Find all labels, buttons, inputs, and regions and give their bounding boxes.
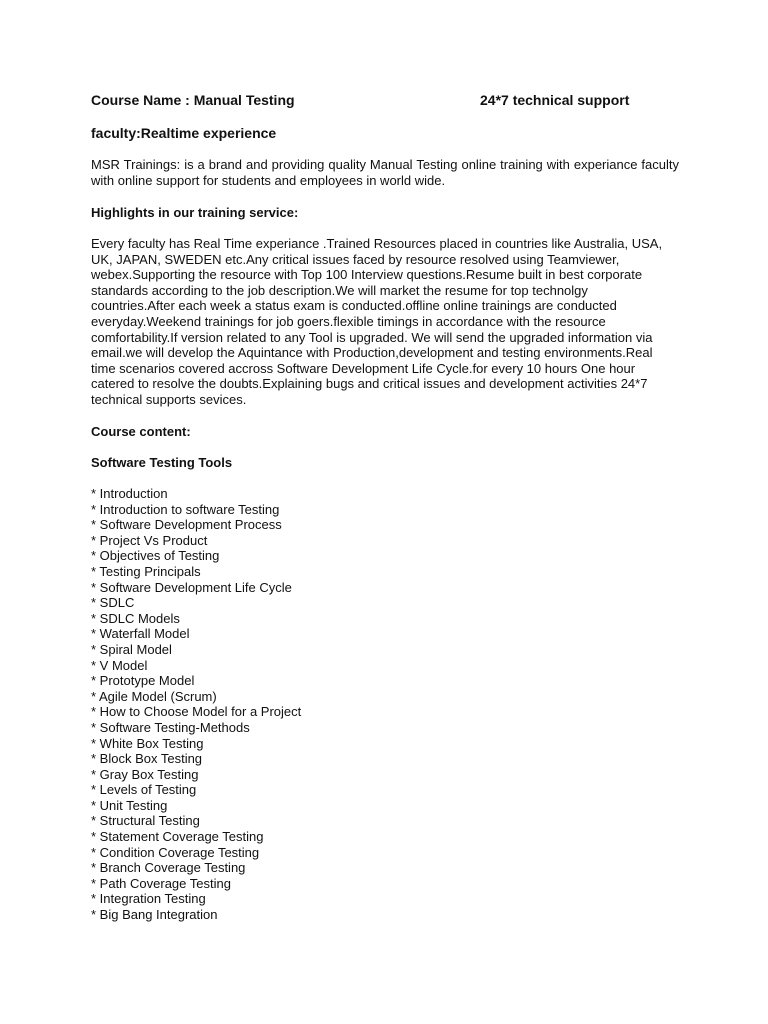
highlights-line: everyday.Weekend trainings for job goers.flexible timings in accordance with the resource <box>91 313 606 329</box>
software-testing-tools-heading: Software Testing Tools <box>91 455 233 470</box>
highlights-heading: Highlights in our training service: <box>91 205 299 220</box>
list-item: * SDLC Models <box>91 610 180 626</box>
highlights-line: Every faculty has Real Time experiance .Trained Resources placed in countries like Australia, USA, <box>91 236 663 251</box>
list-item: * Path Coverage Testing <box>91 875 231 891</box>
list-item: * Statement Coverage Testing <box>91 829 264 845</box>
highlights-line: standards according to the job description.We will market the resume for top technolgy <box>91 282 588 298</box>
list-item: * Big Bang Integration <box>91 907 218 923</box>
list-item: * White Box Testing <box>91 735 204 751</box>
faculty-line: faculty:Realtime experience <box>91 125 277 141</box>
highlights-line: UK, JAPAN, SWEDEN etc.Any critical issues faced by resource resolved using Teamviewer, <box>91 251 620 267</box>
highlights-paragraph <box>91 236 679 408</box>
highlights-line: time scenarios covered accross Software Development Life Cycle.for every 10 hours One hour <box>91 360 636 376</box>
list-item: * Spiral Model <box>91 641 172 657</box>
list-item: * Introduction to software Testing <box>91 501 280 517</box>
list-item: * Levels of Testing <box>91 782 197 798</box>
course-name: Course Name : Manual Testing <box>91 92 295 108</box>
list-item: * Structural Testing <box>91 813 200 829</box>
highlights-line: catered to resolve the doubts.Explaining bugs and critical issues and development activities 24*7 <box>91 376 648 392</box>
list-item: * V Model <box>91 657 148 673</box>
highlights-line: countries.After each week a status exam is conducted.offline online trainings are conducted <box>91 298 617 314</box>
document-header <box>91 92 679 110</box>
list-item: * Testing Principals <box>91 563 201 579</box>
topic-list <box>91 486 301 923</box>
list-item: * Prototype Model <box>91 673 195 689</box>
list-item: * Introduction <box>91 486 168 501</box>
list-item: * How to Choose Model for a Project <box>91 704 302 720</box>
list-item: * Software Testing-Methods <box>91 719 250 735</box>
list-item: * Condition Coverage Testing <box>91 844 260 860</box>
list-item: * Agile Model (Scrum) <box>91 688 217 704</box>
list-item: * Block Box Testing <box>91 751 203 767</box>
technical-support-note: 24*7 technical support <box>480 92 630 108</box>
list-item: * Waterfall Model <box>91 626 190 642</box>
list-item: * Integration Testing <box>91 891 206 907</box>
list-item: * SDLC <box>91 595 135 611</box>
course-content-heading: Course content: <box>91 424 191 439</box>
list-item: * Gray Box Testing <box>91 766 199 782</box>
list-item: * Branch Coverage Testing <box>91 860 246 876</box>
list-item: * Project Vs Product <box>91 532 208 548</box>
highlights-line: technical supports sevices. <box>91 391 247 407</box>
list-item: * Software Development Process <box>91 517 282 533</box>
highlights-line: comfortability.If version related to any Tool is upgraded. We will send the upgraded information via <box>91 329 653 345</box>
intro-paragraph: MSR Trainings: is a brand and providing quality Manual Testing online training with experiance faculty with online support for students and employees in world wide. <box>91 157 679 188</box>
highlights-line: email.we will develop the Aquintance with Production,development and testing environments.Real <box>91 345 653 361</box>
list-item: * Software Development Life Cycle <box>91 579 292 595</box>
highlights-line: webex.Supporting the resource with Top 100 Interview questions.Resume built in best corporate <box>91 267 643 283</box>
list-item: * Unit Testing <box>91 797 168 813</box>
list-item: * Objectives of Testing <box>91 548 220 564</box>
